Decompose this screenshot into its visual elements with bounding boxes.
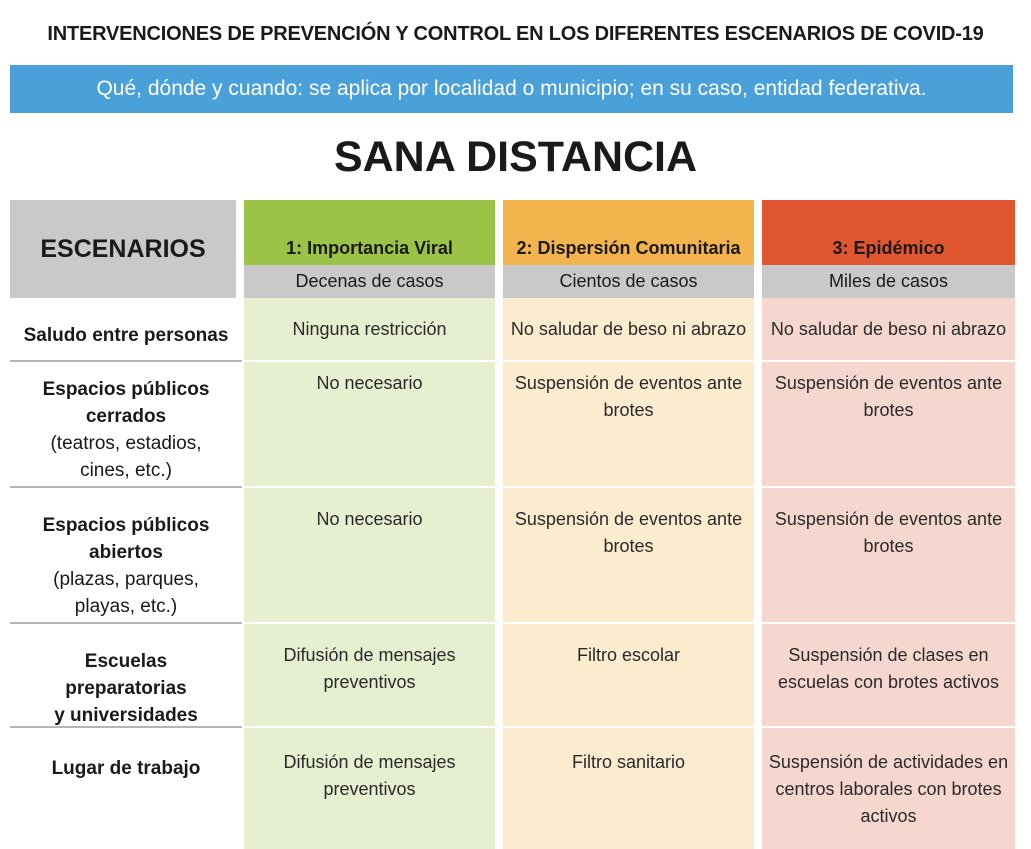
row-divider — [10, 486, 242, 488]
row-label — [10, 512, 242, 620]
cell-2: Suspensión de eventos ante brotes — [514, 509, 743, 556]
row-separator — [244, 726, 495, 728]
row-separator — [762, 726, 1015, 728]
phase-case-count: Miles de casos — [762, 265, 1015, 298]
row-separator — [244, 360, 495, 362]
cell-1: Ninguna restricción — [292, 319, 447, 339]
row-separator — [244, 622, 495, 624]
row-separator — [762, 486, 1015, 488]
row-label-examples: (teatros, estadios, — [50, 433, 202, 454]
row-label-title: abiertos — [89, 542, 163, 563]
cell-1: No necesario — [316, 509, 423, 529]
phase-name: 1: Importancia Viral — [244, 200, 495, 265]
row-separator — [762, 360, 1015, 362]
cell-3: Suspensión de eventos ante brotes — [774, 509, 1003, 556]
cell-1: No necesario — [316, 373, 423, 393]
row-divider — [10, 360, 242, 362]
phase-name: 3: Epidémico — [762, 200, 1015, 265]
cell-1: Difusión de mensajes preventivos — [283, 645, 456, 692]
row-label-title: cerrados — [85, 406, 167, 427]
phase-header-1 — [244, 200, 495, 298]
row-label-examples: (plazas, parques, — [53, 569, 199, 590]
cell-3: Suspensión de eventos ante brotes — [774, 373, 1003, 420]
row-label — [10, 376, 242, 484]
row-label — [10, 322, 242, 349]
row-label-title: Espacios públicos — [42, 515, 210, 536]
row-label-examples: playas, etc.) — [74, 596, 178, 617]
row-separator — [503, 622, 754, 624]
row-separator — [503, 486, 754, 488]
row-label-title: Escuelas — [84, 651, 168, 672]
row-separator — [244, 486, 495, 488]
cell-1: Difusión de mensajes preventivos — [283, 752, 456, 799]
cell-2: No saludar de beso ni abrazo — [510, 319, 747, 339]
row-label-title: Espacios públicos — [42, 379, 210, 400]
row-label — [10, 648, 242, 729]
cell-2: Suspensión de eventos ante brotes — [514, 373, 743, 420]
row-label-title: y universidades — [54, 705, 198, 726]
phase-header-3 — [762, 200, 1015, 298]
escenarios-header: ESCENARIOS — [10, 200, 236, 298]
phase-case-count: Cientos de casos — [503, 265, 754, 298]
cell-3: Suspensión de clases en escuelas con brotes activos — [777, 645, 1000, 692]
row-separator — [503, 726, 754, 728]
cell-2: Filtro sanitario — [571, 752, 686, 772]
cell-3: No saludar de beso ni abrazo — [770, 319, 1007, 339]
row-divider — [10, 622, 242, 624]
row-separator — [762, 622, 1015, 624]
row-label-examples: cines, etc.) — [80, 460, 172, 481]
row-label-title: preparatorias — [65, 678, 187, 699]
row-label — [10, 755, 242, 782]
info-banner: Qué, dónde y cuando: se aplica por localidad o municipio; en su caso, entidad federativa. — [10, 65, 1013, 113]
phase-name: 2: Dispersión Comunitaria — [503, 200, 754, 265]
phase-case-count: Decenas de casos — [244, 265, 495, 298]
cell-3: Suspensión de actividades en centros laborales con brotes activos — [768, 752, 1009, 826]
row-label-title: Lugar de trabajo — [51, 758, 201, 779]
row-divider — [10, 726, 242, 728]
cell-2: Filtro escolar — [576, 645, 681, 665]
row-label-title: Saludo entre personas — [23, 325, 229, 346]
row-separator — [503, 360, 754, 362]
section-title: SANA DISTANCIA — [333, 133, 698, 181]
phase-header-2 — [503, 200, 754, 298]
page-title: INTERVENCIONES DE PREVENCIÓN Y CONTROL EN LOS DIFERENTES ESCENARIOS DE COVID-19 — [47, 23, 984, 45]
